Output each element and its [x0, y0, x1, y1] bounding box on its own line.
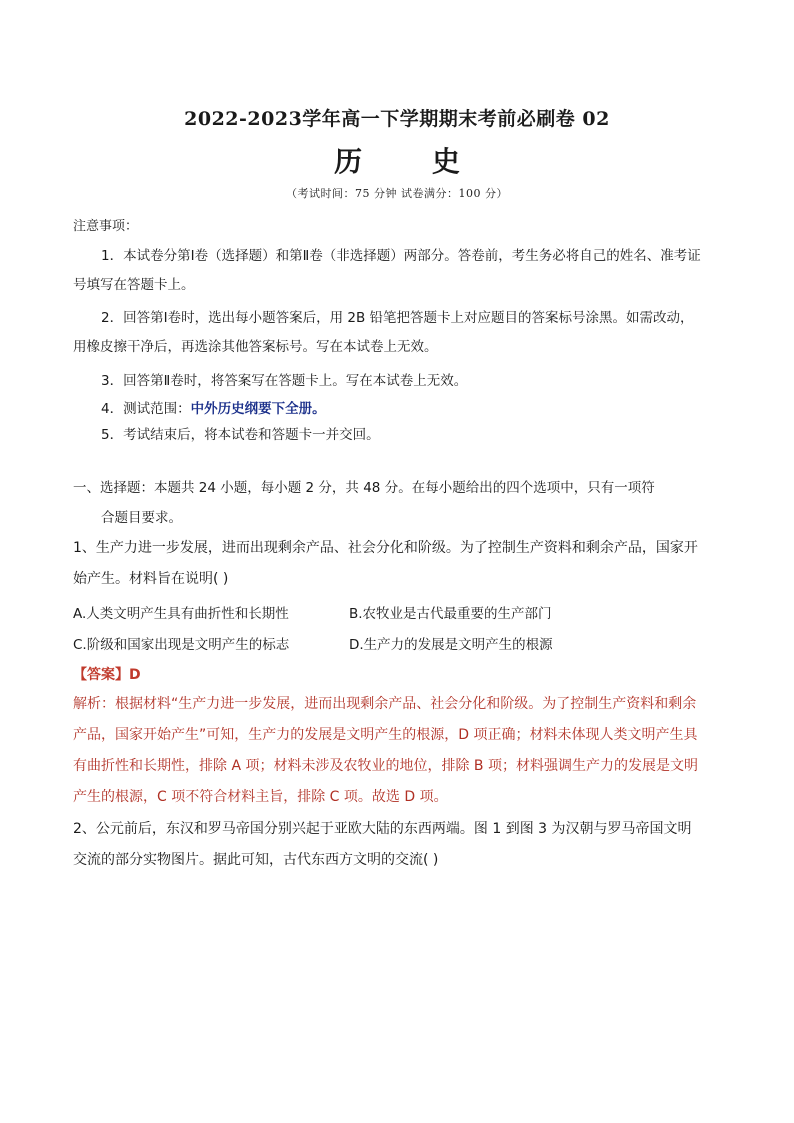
- subject-heading: 历 史: [334, 145, 490, 178]
- note-item-4-prefix: 4．测试范围：: [101, 401, 191, 417]
- question-1-stem: 1、生产力进一步发展，进而出现剩余产品、社会分化和阶级。为了控制生产资料和剩余产品，国家开始产生。材料旨在说明( ): [73, 540, 698, 587]
- exam-info: （考试时间：75 分钟 试卷满分：100 分）: [286, 187, 508, 200]
- notes-heading: 注意事项：: [73, 219, 139, 234]
- note-item-3: 3．回答第Ⅱ卷时，将答案写在答题卡上。写在本试卷上无效。: [101, 373, 468, 389]
- question-1-answer: 【答案】D: [73, 667, 141, 683]
- question-1-analysis: 解析：根据材料“生产力进一步发展，进而出现剩余产品、社会分化和阶级。为了控制生产资料和剩余产品，国家开始产生”可知，生产力的发展是文明产生的根源，D 项正确；材料未体现人类文明产生具有曲折性和长期性，排除 A 项；材料未涉及农牧业的地位，排除 B 项；材料强调生产力的发展是文明产生的根源，C 项不符合材料主旨，排除 C 项。故选 D 项。: [73, 696, 698, 805]
- options-row-2: [73, 627, 703, 658]
- question-2-stem: 2、公元前后，东汉和罗马帝国分别兴起于亚欧大陆的东西两端。图 1 到图 3 为汉朝与罗马帝国文明交流的部分实物图片。据此可知，古代东西方文明的交流( ): [73, 821, 692, 868]
- option-c: C.阶级和国家出现是文明产生的标志: [73, 636, 290, 653]
- options-row-1: [73, 596, 703, 627]
- test-scope-highlight: 中外历史纲要下全册。: [190, 401, 326, 417]
- note-item-5: 5．考试结束后，将本试卷和答题卡一并交回。: [101, 427, 380, 443]
- question-1-options: [73, 596, 703, 658]
- note-item-4: [73, 395, 703, 424]
- section-heading-line1: 一、选择题：本题共 24 小题，每小题 2 分，共 48 分。在每小题给出的四个选项中，只有一项符: [73, 480, 655, 496]
- option-d: D.生产力的发展是文明产生的根源: [349, 636, 553, 653]
- section-heading: [73, 473, 703, 533]
- exam-title: 2022-2023学年高一下学期期末考前必刷卷 02: [184, 108, 610, 130]
- note-item-1: 1．本试卷分第Ⅰ卷（选择题）和第Ⅱ卷（非选择题）两部分。答卷前，考生务必将自己的姓名、准考证号填写在答题卡上。: [73, 248, 701, 293]
- option-b: B.农牧业是古代最重要的生产部门: [349, 605, 552, 622]
- note-item-2: 2．回答第Ⅰ卷时，选出每小题答案后，用 2B 铅笔把答题卡上对应题目的答案标号涂黑。如需改动，用橡皮擦干净后，再选涂其他答案标号。写在本试卷上无效。: [73, 310, 694, 355]
- section-heading-line2: 合题目要求。: [101, 510, 182, 526]
- option-a: A.人类文明产生具有曲折性和长期性: [73, 605, 289, 622]
